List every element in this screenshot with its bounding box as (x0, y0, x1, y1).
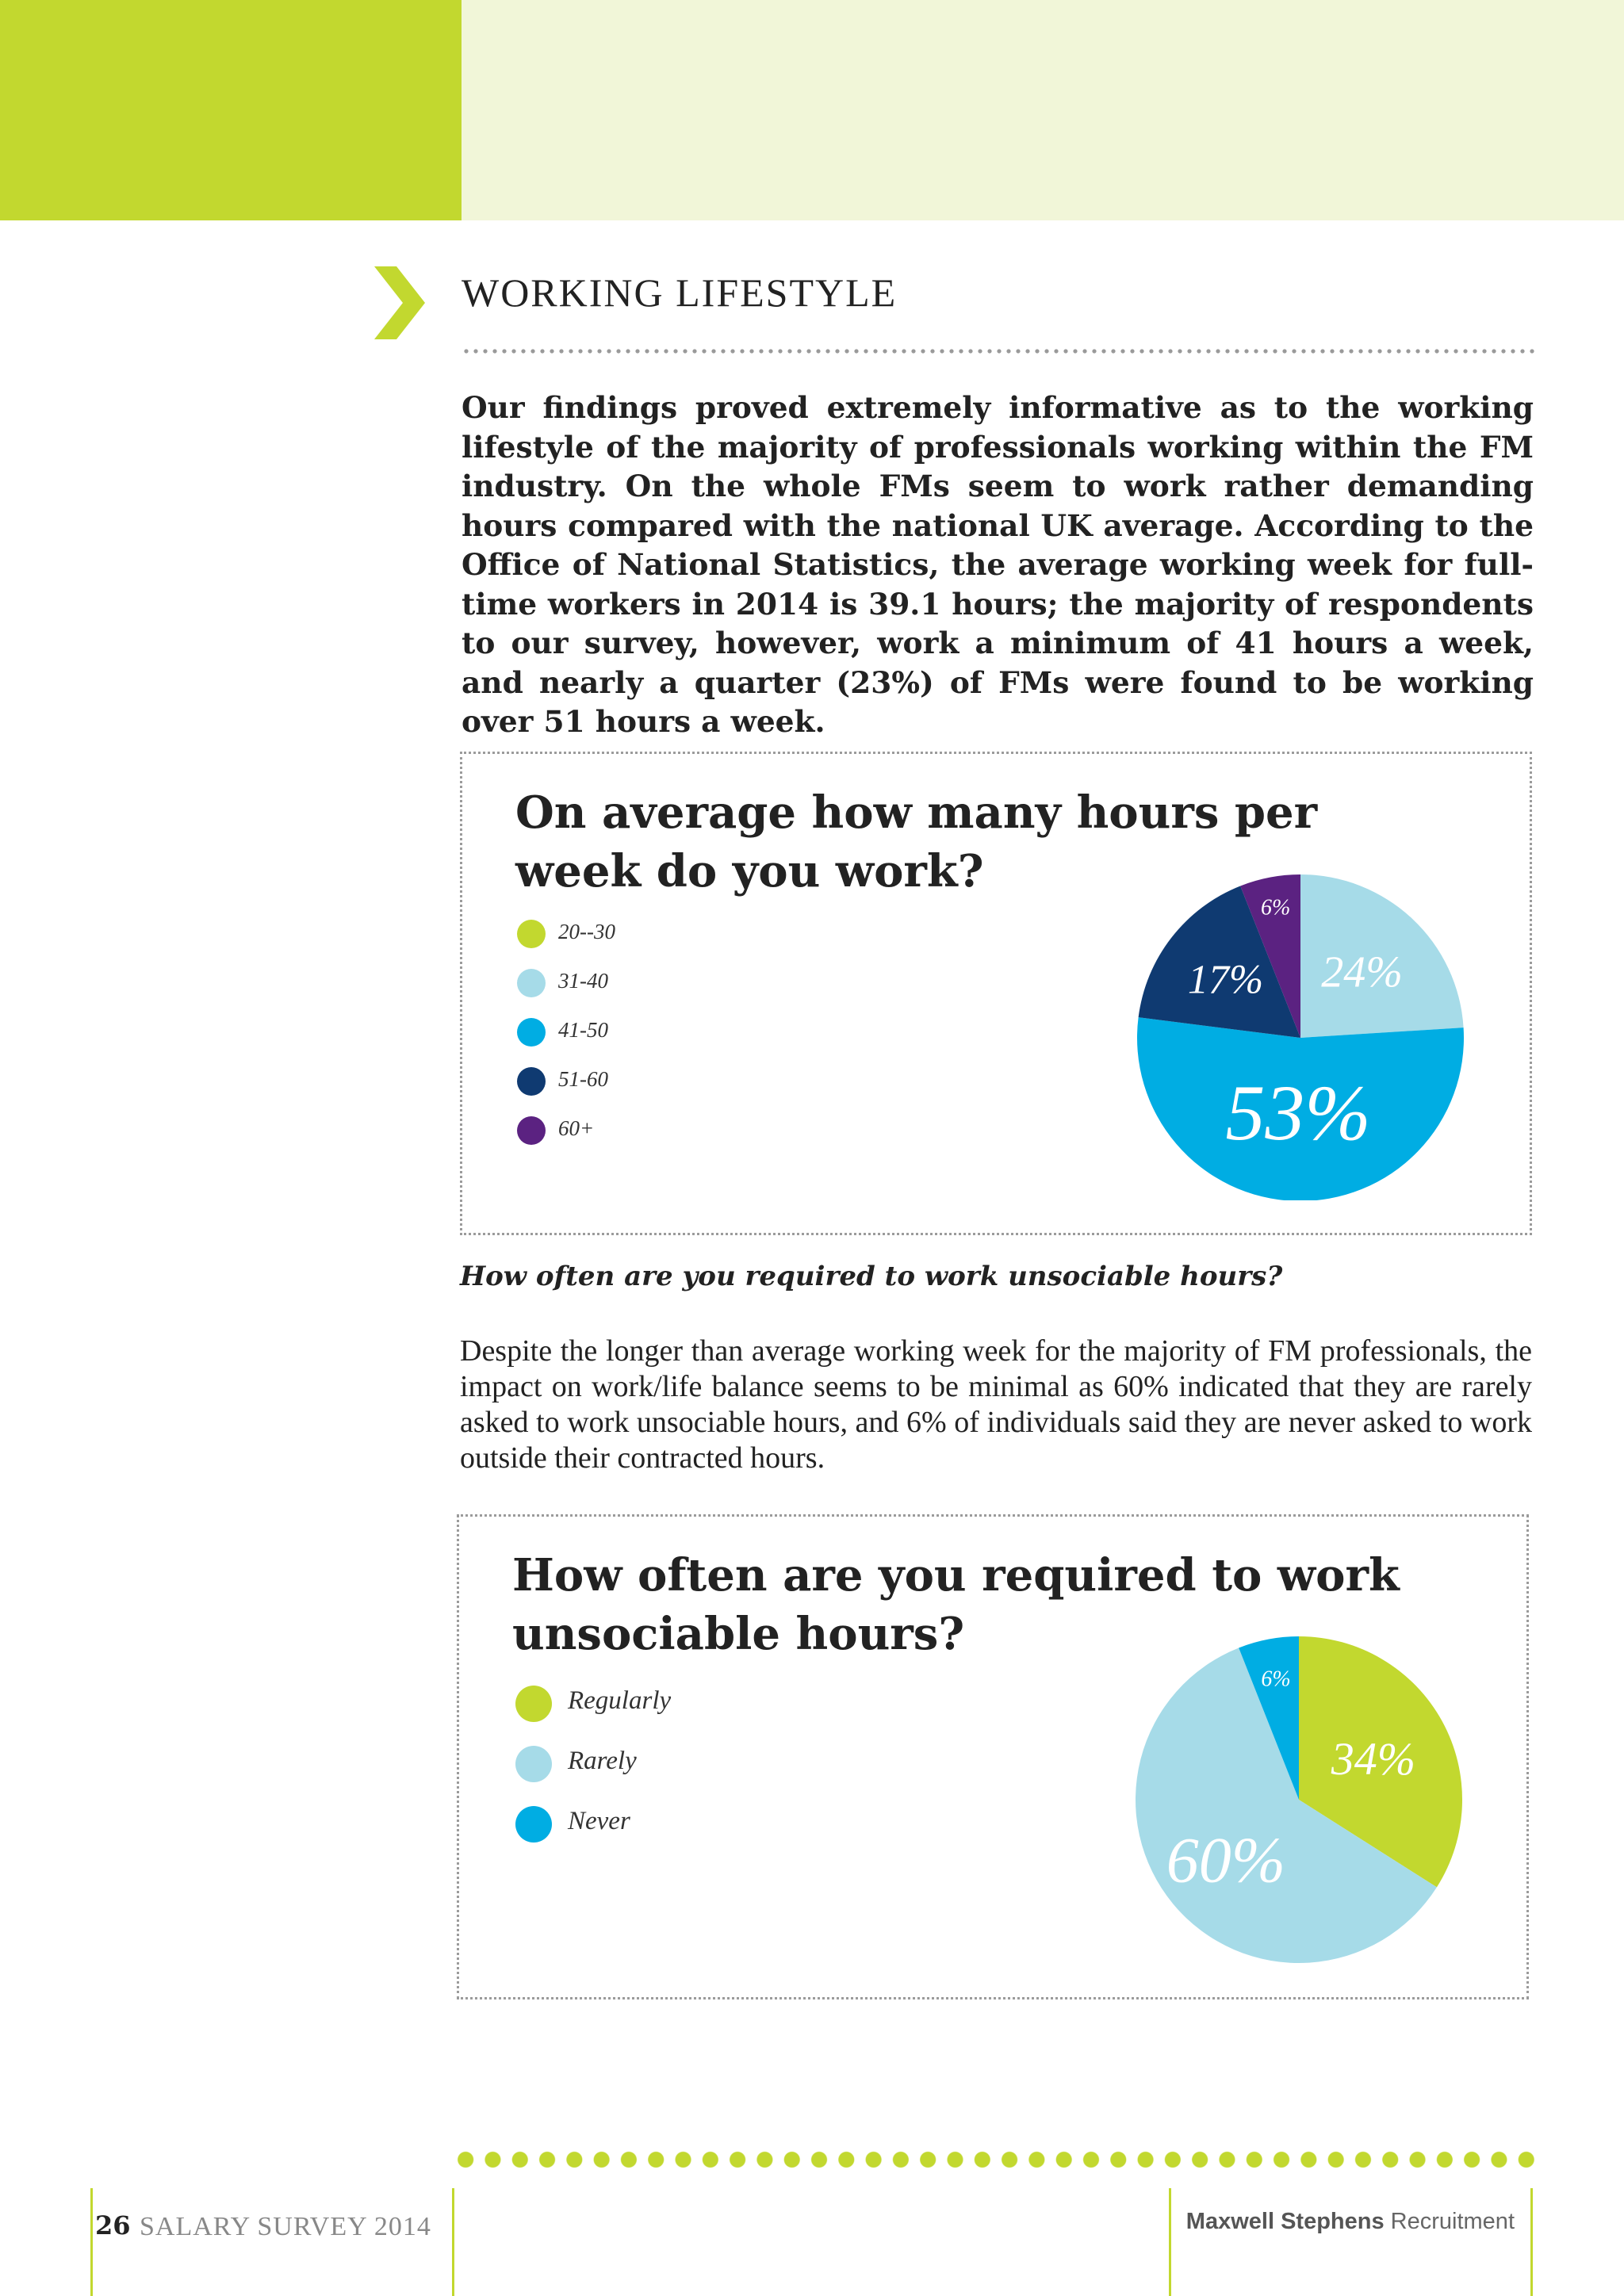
legend-swatch (517, 1018, 546, 1047)
footer-rule-mid (452, 2188, 454, 2296)
footer-rule-left (90, 2188, 93, 2296)
pie-label: 17% (1187, 957, 1264, 1003)
footer-divider (452, 2150, 1540, 2169)
brand-name (1186, 2209, 1515, 2235)
legend-swatch (517, 920, 546, 948)
legend-label: 60+ (558, 1116, 595, 1140)
pie-label: 60% (1166, 1823, 1286, 1896)
legend-label: Never (568, 1807, 630, 1835)
legend-label: 41-50 (558, 1018, 608, 1042)
intro-paragraph: Our findings proved extremely informative as to the working lifestyle of the majority of professionals working within the FM industry. On the whole FMs seem to work rather demanding hours compared with the national UK average. According to the Office of National Statistics, the average working week for full-time workers in 2014 is 39.1 hours; the majority of respondents to our survey, however, work a minimum of 41 hours a week, and nearly a quarter (23%) of FMs were found to be working over 51 hours a week. (462, 390, 1534, 739)
footer-rule-far-right (1530, 2188, 1533, 2296)
pie-label: 24% (1321, 947, 1403, 997)
section-title: WORKING LIFESTYLE (462, 270, 898, 315)
section-divider (462, 349, 1536, 354)
legend-swatch (517, 1116, 546, 1145)
pie-label: 53% (1225, 1069, 1371, 1158)
chart-title-unsociable: How often are you required to work unsociable hours? (512, 1549, 1400, 1660)
brand-rest: Recruitment (1384, 2209, 1515, 2234)
pie-chart-hours (1134, 871, 1467, 1200)
pie-label: 34% (1331, 1732, 1416, 1785)
page-number: 26 (95, 2210, 131, 2241)
legend-label: 51-60 (558, 1067, 608, 1091)
header-accent-block (0, 0, 462, 220)
chevron-right-icon (374, 266, 425, 339)
body-paragraph: Despite the longer than average working week for the majority of FM professionals, the impact on work/life balance seems to be minimal as 60% indicated that they are rarely asked to work unsociable hours, and 6% of individuals said they are never asked to work outside their contracted hours. (460, 1334, 1532, 1475)
publication-title: SALARY SURVEY 2014 (140, 2212, 431, 2241)
legend-label: Regularly (568, 1686, 672, 1715)
pie-label: 6% (1261, 1667, 1291, 1692)
brand-bold: Maxwell Stephens (1185, 2209, 1385, 2234)
subheading: How often are you required to work unsociable hours? (460, 1261, 1283, 1292)
pie-label: 6% (1261, 895, 1291, 920)
legend-swatch (517, 969, 546, 997)
chart-title-hours: On average how many hours per week do you work? (515, 786, 1318, 897)
legend-swatch (517, 1067, 546, 1096)
pie-chart-unsociable (1132, 1633, 1465, 1966)
legend-swatch (515, 1686, 552, 1722)
legend-label: Rarely (568, 1747, 637, 1775)
legend-swatch (515, 1746, 552, 1782)
footer-rule-right (1169, 2188, 1171, 2296)
legend-swatch (515, 1806, 552, 1843)
legend-label: 20--30 (558, 920, 615, 943)
header-band (462, 0, 1624, 220)
legend-label: 31-40 (558, 969, 608, 993)
